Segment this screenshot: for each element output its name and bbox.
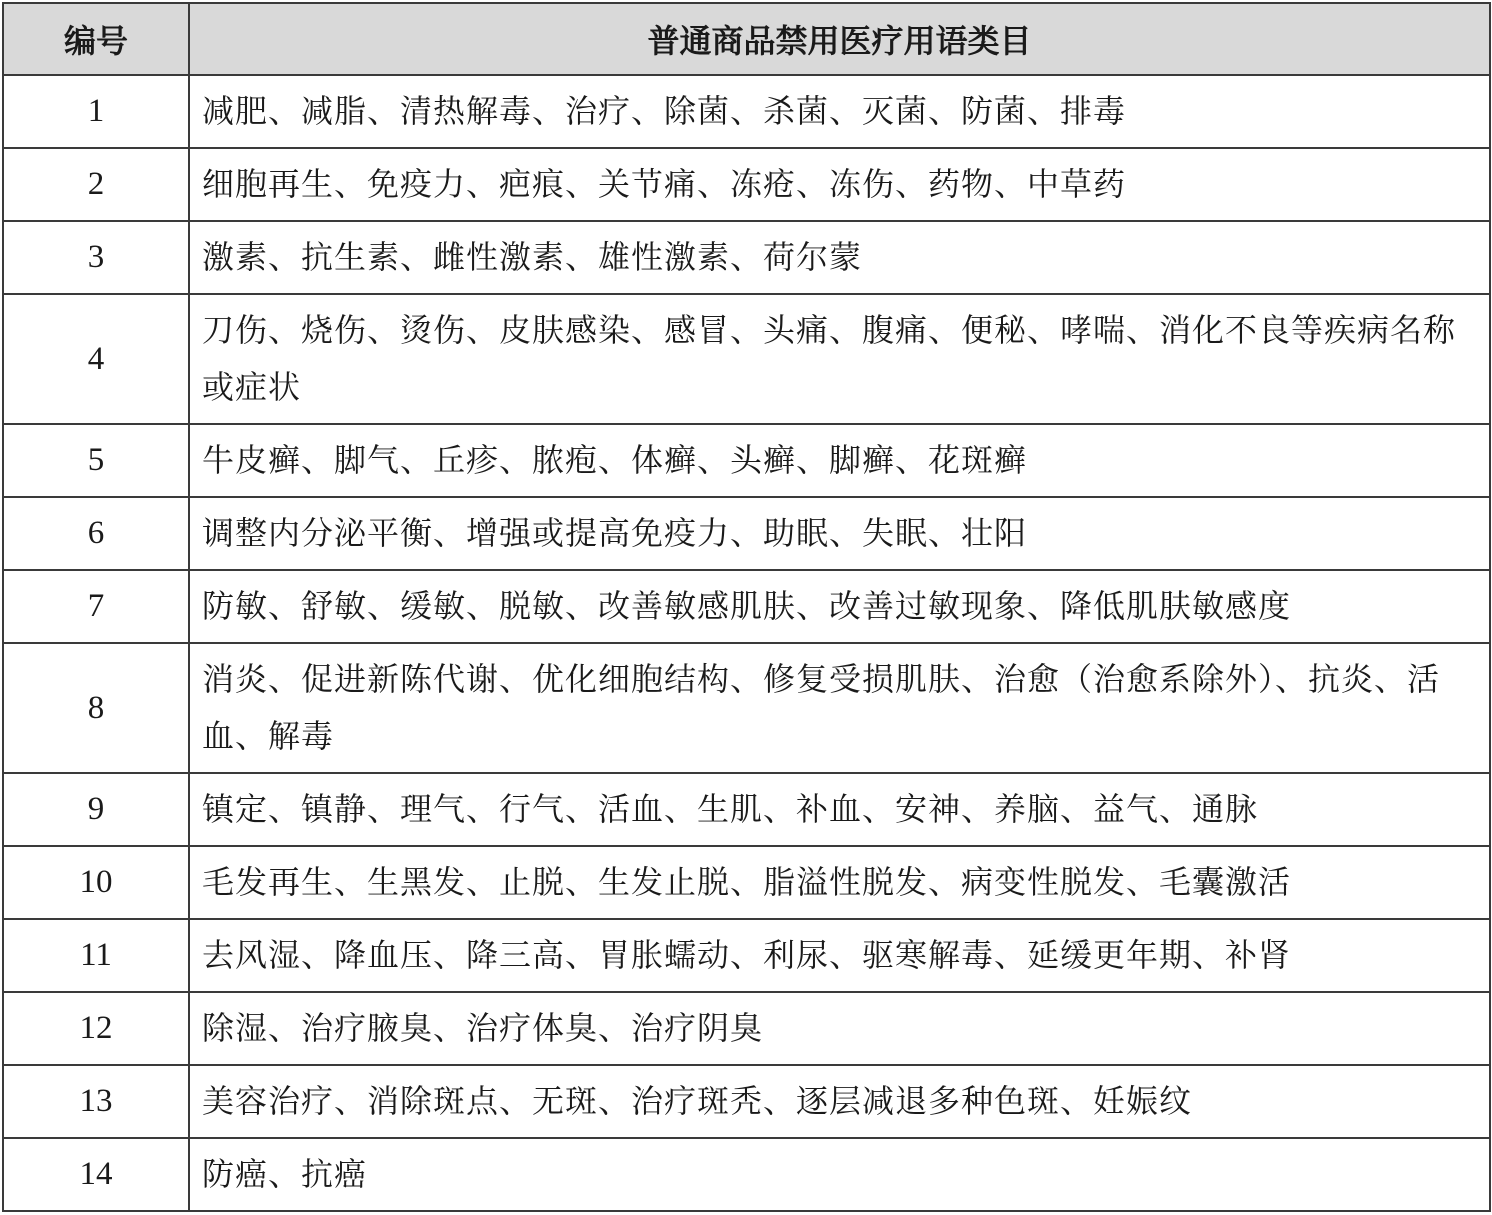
row-number: 5	[3, 424, 189, 497]
header-category: 普通商品禁用医疗用语类目	[189, 3, 1490, 75]
table-body	[3, 75, 1490, 1211]
row-terms: 减肥、减脂、清热解毒、治疗、除菌、杀菌、灭菌、防菌、排毒	[189, 75, 1490, 148]
row-terms: 防敏、舒敏、缓敏、脱敏、改善敏感肌肤、改善过敏现象、降低肌肤敏感度	[189, 570, 1490, 643]
row-number: 14	[3, 1138, 189, 1211]
row-terms: 镇定、镇静、理气、行气、活血、生肌、补血、安神、养脑、益气、通脉	[189, 773, 1490, 846]
row-number: 6	[3, 497, 189, 570]
table-row	[3, 424, 1490, 497]
table-row	[3, 75, 1490, 148]
row-terms: 细胞再生、免疫力、疤痕、关节痛、冻疮、冻伤、药物、中草药	[189, 148, 1490, 221]
row-number: 11	[3, 919, 189, 992]
table-row	[3, 221, 1490, 294]
table-row	[3, 570, 1490, 643]
table-row	[3, 773, 1490, 846]
row-number: 7	[3, 570, 189, 643]
table-row	[3, 919, 1490, 992]
row-number: 9	[3, 773, 189, 846]
row-terms: 牛皮癣、脚气、丘疹、脓疱、体癣、头癣、脚癣、花斑癣	[189, 424, 1490, 497]
prohibited-medical-terms-table	[2, 2, 1491, 1212]
row-number: 4	[3, 294, 189, 424]
row-number: 2	[3, 148, 189, 221]
table-row	[3, 846, 1490, 919]
row-number: 12	[3, 992, 189, 1065]
row-terms: 防癌、抗癌	[189, 1138, 1490, 1211]
table-header	[3, 3, 1490, 75]
table-row	[3, 992, 1490, 1065]
row-terms: 调整内分泌平衡、增强或提高免疫力、助眠、失眠、壮阳	[189, 497, 1490, 570]
row-number: 10	[3, 846, 189, 919]
row-terms: 激素、抗生素、雌性激素、雄性激素、荷尔蒙	[189, 221, 1490, 294]
row-number: 3	[3, 221, 189, 294]
row-number: 8	[3, 643, 189, 773]
row-terms: 刀伤、烧伤、烫伤、皮肤感染、感冒、头痛、腹痛、便秘、哮喘、消化不良等疾病名称或症状	[189, 294, 1490, 424]
table-row	[3, 148, 1490, 221]
table-row	[3, 643, 1490, 773]
row-terms: 去风湿、降血压、降三高、胃胀蠕动、利尿、驱寒解毒、延缓更年期、补肾	[189, 919, 1490, 992]
table-row	[3, 1065, 1490, 1138]
row-terms: 美容治疗、消除斑点、无斑、治疗斑秃、逐层减退多种色斑、妊娠纹	[189, 1065, 1490, 1138]
header-row	[3, 3, 1490, 75]
row-terms: 除湿、治疗腋臭、治疗体臭、治疗阴臭	[189, 992, 1490, 1065]
row-number: 1	[3, 75, 189, 148]
row-number: 13	[3, 1065, 189, 1138]
row-terms: 毛发再生、生黑发、止脱、生发止脱、脂溢性脱发、病变性脱发、毛囊激活	[189, 846, 1490, 919]
table-row	[3, 1138, 1490, 1211]
table-row	[3, 497, 1490, 570]
header-number: 编号	[3, 3, 189, 75]
table-row	[3, 294, 1490, 424]
row-terms: 消炎、促进新陈代谢、优化细胞结构、修复受损肌肤、治愈（治愈系除外）、抗炎、活血、解毒	[189, 643, 1490, 773]
